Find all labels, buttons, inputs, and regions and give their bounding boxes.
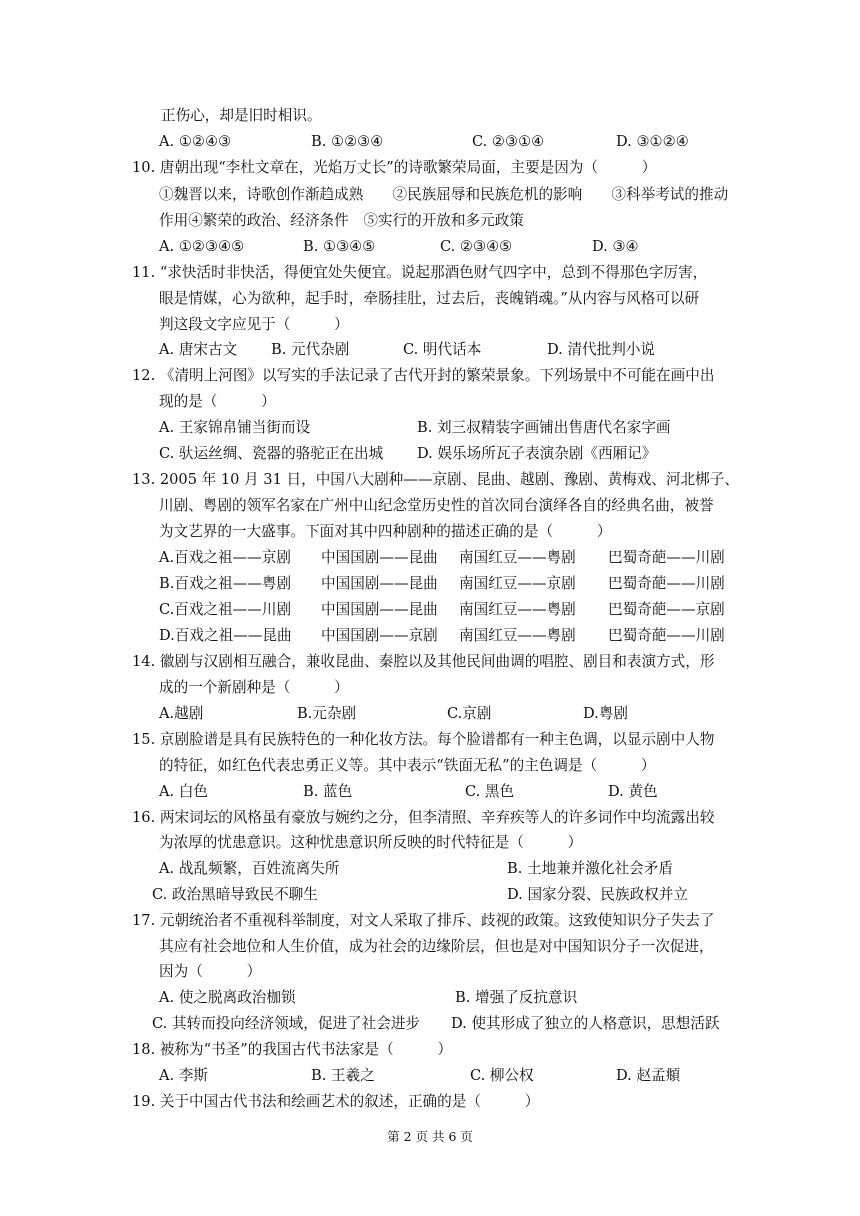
option-c: C. 明代话本 [403,341,482,358]
question-13: 13. 2005 年 10 月 31 日，中国八大剧种——京剧、昆曲、越剧、豫剧、黄梅戏、河北梆子、 [132,471,739,488]
text-line: 其应有社会地位和人生价值，成为社会的边缘阶层，但也是对中国知识分子一次促进， [159,938,714,955]
option-cell: 中国国剧——京剧 [321,627,438,644]
text-line: 正伤心，却是旧时相识。 [161,107,322,124]
option-b: B. 王羲之 [311,1067,375,1084]
text-line: 判这段文字应见于（ ） [159,316,349,333]
option-cell: 中国国剧——昆曲 [321,549,438,566]
option-a: A.越剧 [159,705,204,722]
option-a: A. 李斯 [159,1067,209,1084]
text-line: 川剧、粤剧的领军名家在广州中山纪念堂历史性的首次同台演绎各自的经典名曲，被誉 [159,497,714,514]
option-d: D. 娱乐场所瓦子表演杂剧《西厢记》 [417,445,657,462]
option-a: A. 使之脱离政治枷锁 [159,989,296,1006]
option-a: A. 唐宋古文 [159,341,238,358]
text-line: 的特征，如红色代表忠勇正义等。其中表示“铁面无私”的主色调是（ ） [159,757,656,774]
option-d: D. ③①②④ [616,133,689,150]
question-19: 19. 关于中国古代书法和绘画艺术的叙述，正确的是（ ） [132,1093,540,1110]
option-a: A. 白色 [159,783,209,800]
question-15: 15. 京剧脸谱是具有民族特色的一种化妆方法。每个脸谱都有一种主色调，以显示剧中人物 [132,731,715,748]
option-d: D. ③④ [592,238,639,255]
text-line: 为浓厚的忧患意识。这种忧患意识所反映的时代特征是（ ） [159,834,583,851]
question-18: 18. 被称为“书圣”的我国古代书法家是（ ） [132,1041,453,1058]
option-b: B. 蓝色 [303,783,353,800]
option-cell: 巴蜀奇葩——京剧 [608,601,725,618]
question-12: 12. 《清明上河图》以写实的手法记录了古代开封的繁荣景象。下列场景中不可能在画中出 [132,367,715,384]
page-number-footer: 第 2 页 共 6 页 [387,1129,473,1144]
option-a: A. 王家锦帛铺当街而设 [159,419,311,436]
option-cell: 南国红豆——京剧 [459,575,576,592]
text-line: 为文艺界的一大盛事。下面对其中四种剧种的描述正确的是（ ） [159,523,612,540]
option-c: C. ②③④⑤ [440,238,513,255]
option-d: D. 国家分裂、民族政权并立 [507,886,688,903]
option-c: C. 驮运丝绸、瓷器的骆驼正在出城 [159,445,384,462]
question-10: 10. 唐朝出现“李杜文章在，光焰万丈长”的诗歌繁荣局面，主要是因为（ ） [132,159,657,176]
option-b: B. 元代杂剧 [271,341,350,358]
option-a: A. ①②③④⑤ [159,238,245,255]
text-line: 眼是情媒，心为欲种，起手时，牵肠挂肚，过去后，丧魄销魂。”从内容与风格可以研 [159,290,700,307]
option-c: C. 其转而投向经济领域，促进了社会进步 [152,1015,421,1032]
option-b: B.百戏之祖——粤剧 [159,575,292,592]
option-d: D. 使其形成了独立的人格意识，思想活跃 [451,1015,720,1032]
option-c: C. 政治黑暗导致民不聊生 [152,886,318,903]
option-d: D. 黄色 [608,783,658,800]
option-cell: 巴蜀奇葩——川剧 [608,627,725,644]
text-line: 因为（ ） [159,963,262,980]
option-cell: 中国国剧——昆曲 [321,575,438,592]
option-b: B.元杂剧 [297,705,357,722]
option-d: D. 清代批判小说 [547,341,656,358]
option-c: C. 黑色 [465,783,515,800]
option-b: B. 增强了反抗意识 [455,989,578,1006]
text-line: 现的是（ ） [159,393,276,410]
option-a: A. ①②④③ [159,133,232,150]
option-a: A.百戏之祖——京剧 [159,549,291,566]
option-b: B. ①③④⑤ [303,238,376,255]
option-a: A. 战乱频繁，百姓流离失所 [159,860,340,877]
option-d: D.粤剧 [583,705,629,722]
option-cell: 巴蜀奇葩——川剧 [608,549,725,566]
option-d: D. 赵孟頫 [616,1067,681,1084]
option-b: B. 刘三叔精装字画铺出售唐代名家字画 [417,419,671,436]
option-cell: 中国国剧——昆曲 [321,601,438,618]
option-b: B. 土地兼并激化社会矛盾 [507,860,673,877]
option-c: C. 柳公权 [470,1067,534,1084]
option-d: D.百戏之祖——昆曲 [159,627,292,644]
option-c: C. ②③①④ [472,133,545,150]
option-c: C.百戏之祖——川剧 [159,601,292,618]
option-c: C.京剧 [447,705,492,722]
text-line: 作用④繁荣的政治、经济条件 ⑤实行的开放和多元政策 [159,212,524,229]
option-cell: 南国红豆——粤剧 [459,627,576,644]
text-line: ①魏晋以来，诗歌创作渐趋成熟 ②民族屈辱和民族危机的影响 ③科举考试的推动 [159,186,729,203]
question-16: 16. 两宋词坛的风格虽有豪放与婉约之分，但李清照、辛弃疾等人的许多词作中均流露出较 [132,809,715,826]
question-17: 17. 元朝统治者不重视科举制度，对文人采取了排斥、歧视的政策。这致使知识分子失去了 [132,912,715,929]
option-cell: 南国红豆——粤剧 [459,601,576,618]
option-cell: 南国红豆——粤剧 [459,549,576,566]
text-line: 成的一个新剧种是（ ） [159,679,349,696]
option-b: B. ①②③④ [311,133,384,150]
question-11: 11. “求快活时非快活，得便宜处失便宜。说起那酒色财气四字中，总到不得那色字厉害， [132,264,708,281]
option-cell: 巴蜀奇葩——川剧 [608,575,725,592]
question-14: 14. 徽剧与汉剧相互融合，兼收昆曲、秦腔以及其他民间曲调的唱腔、剧目和表演方式，形 [132,653,715,670]
